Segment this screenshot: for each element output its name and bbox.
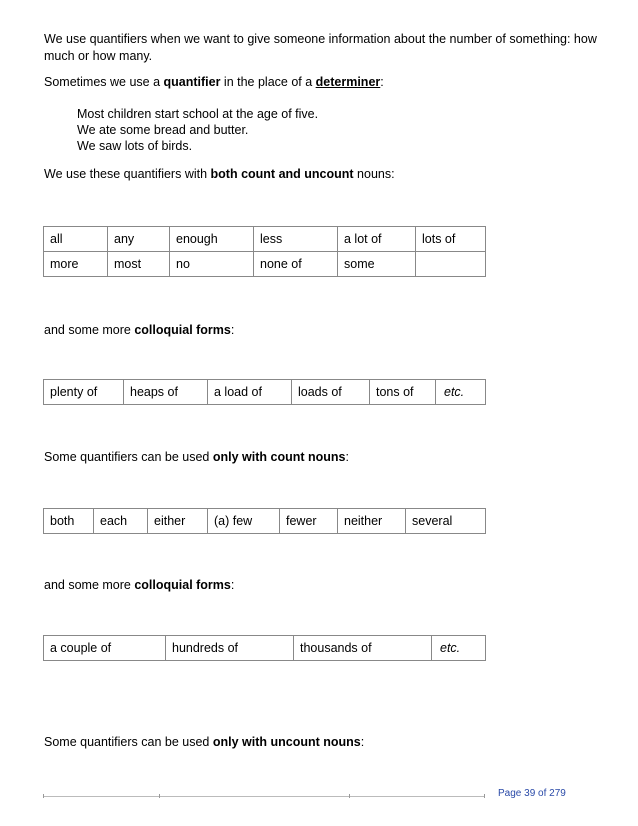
colloquial-1-post: : [230,323,235,337]
count-para-post: : [345,450,349,464]
colloquial-paragraph-1 [44,322,604,339]
table-cell: fewer [280,509,338,534]
uncount-para-bold: only with uncount nouns [212,735,361,749]
colloquial-table-1 [43,379,486,405]
table-cell: all [44,227,108,252]
footer-tick [484,794,485,798]
both-para-post: nouns: [353,167,395,181]
table-row [44,252,486,277]
table-cell: each [94,509,148,534]
table-row [44,227,486,252]
table-cell: heaps of [124,380,208,405]
table-cell: either [148,509,208,534]
table-cell: enough [170,227,254,252]
footer-tick [349,794,350,798]
colloquial-2-bold: colloquial forms [134,578,231,592]
footer-tick [43,794,44,798]
table-cell: lots of [416,227,486,252]
footer-divider [43,796,485,797]
determiner-para-mid: in the place of a [220,75,316,89]
uncount-para-post: : [360,735,365,749]
colloquial-1-bold: colloquial forms [134,323,231,337]
table-cell: any [108,227,170,252]
table-cell: plenty of [44,380,124,405]
table-row [44,636,486,661]
footer-tick [159,794,160,798]
table-cell: loads of [292,380,370,405]
both-quantifiers-table [43,226,486,277]
table-row [44,380,486,405]
table-cell: etc. [436,380,486,405]
page-number: Page 39 of 279 [498,788,566,799]
determiner-para-post: : [380,75,384,89]
count-para-pre: Some quantifiers can be used [44,450,213,464]
intro-paragraph: We use quantifiers when we want to give someone information about the number of something: how much or how many. [44,32,597,63]
table-cell: most [108,252,170,277]
table-cell: several [406,509,486,534]
table-cell: etc. [432,636,486,661]
table-cell: tons of [370,380,436,405]
example-2: We ate some bread and butter. [77,123,249,137]
colloquial-table-2 [43,635,486,661]
count-para-bold: only with count nouns [212,450,346,464]
both-para-pre: We use these quantifiers with [44,167,211,181]
table-cell: a couple of [44,636,166,661]
both-para-bold: both count and uncount [210,167,354,181]
determiner-para-pre: Sometimes we use a [44,75,164,89]
determiner-link[interactable]: determiner [315,75,381,89]
table-cell: a load of [208,380,292,405]
table-cell: hundreds of [166,636,294,661]
uncount-para-pre: Some quantifiers can be used [44,735,213,749]
table-cell: some [338,252,416,277]
table-cell: both [44,509,94,534]
determiner-paragraph [44,74,604,91]
table-cell [416,252,486,277]
table-cell: more [44,252,108,277]
quantifier-term: quantifier [163,75,221,89]
both-count-uncount-paragraph [44,166,604,183]
uncount-only-paragraph [44,734,604,751]
example-3: We saw lots of birds. [77,139,193,153]
table-cell: thousands of [294,636,432,661]
table-cell: a lot of [338,227,416,252]
count-only-paragraph [44,449,604,466]
colloquial-2-post: : [230,578,235,592]
table-cell: (a) few [208,509,280,534]
example-1: Most children start school at the age of five. [77,107,319,121]
table-row [44,509,486,534]
colloquial-1-pre: and some more [44,323,135,337]
colloquial-paragraph-2 [44,577,604,594]
table-cell: no [170,252,254,277]
table-cell: neither [338,509,406,534]
table-cell: none of [254,252,338,277]
count-quantifiers-table [43,508,486,534]
colloquial-2-pre: and some more [44,578,135,592]
table-cell: less [254,227,338,252]
